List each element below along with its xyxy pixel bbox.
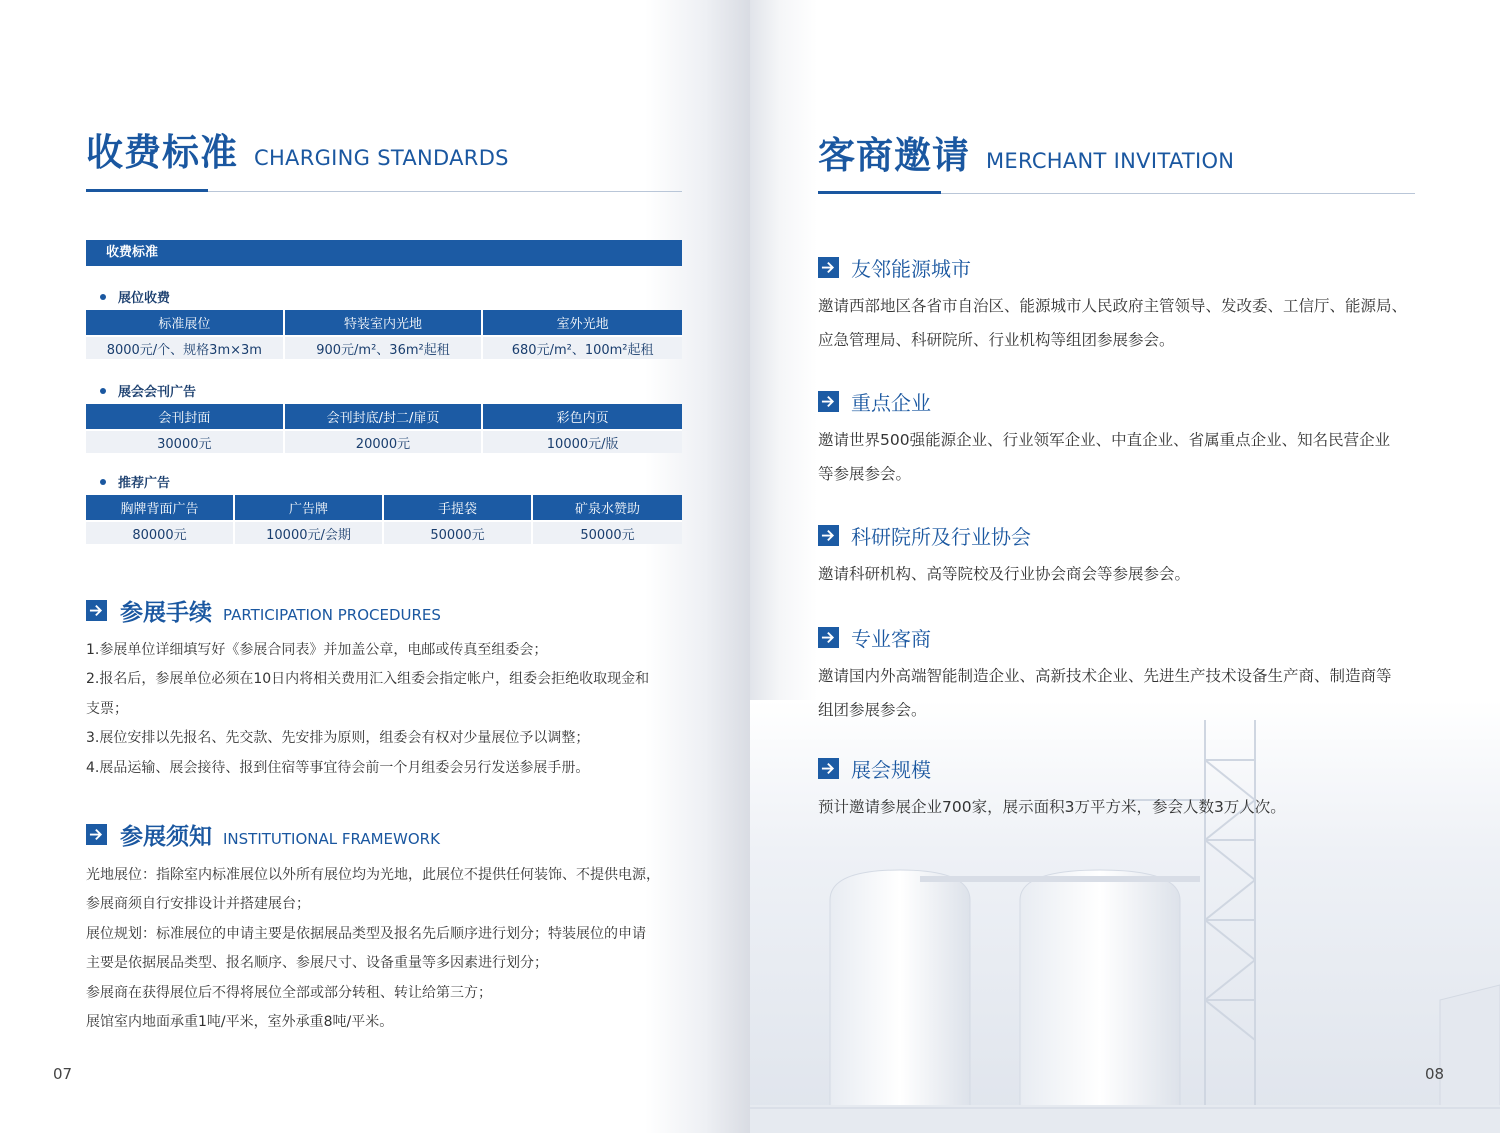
- table-header-row: [86, 310, 682, 335]
- title-cn: 客商邀请: [818, 134, 970, 177]
- table-cell: 10000元/版: [483, 429, 682, 453]
- table-header-row: [86, 404, 682, 429]
- table-header: 矿泉水赞助: [533, 495, 682, 520]
- arrow-right-icon: [86, 600, 107, 621]
- table-row: [86, 520, 682, 544]
- paragraph-line: 参展商在获得展位后不得将展位全部或部分转租、转让给第三方；: [86, 984, 492, 1001]
- arrow-right-icon: [818, 627, 839, 648]
- section-title: 展会规模: [851, 758, 931, 782]
- table-header: 室外光地: [483, 310, 682, 335]
- section-text: [818, 424, 1458, 491]
- section-text: [818, 558, 1458, 592]
- title-en: MERCHANT INVITATION: [986, 149, 1235, 173]
- paragraph-line: 2.报名后，参展单位必须在10日内将相关费用汇入组委会指定帐户，组委会拒绝收取现金和: [86, 671, 650, 688]
- section-title-en: INSTITUTIONAL FRAMEWORK: [223, 829, 440, 848]
- section-title: 专业客商: [851, 627, 931, 651]
- table-row: [86, 335, 682, 359]
- group-label-text: 推荐广告: [118, 476, 171, 491]
- group-label: [100, 381, 196, 400]
- paragraph-line: 邀请世界500强能源企业、行业领军企业、中直企业、省属重点企业、知名民营企业: [818, 431, 1391, 449]
- arrow-right-icon: [818, 525, 839, 546]
- table-cell: 30000元: [86, 429, 285, 453]
- paragraph-line: 3.展位安排以先报名、先交款、先安排为原则，组委会有权对少量展位予以调整；: [86, 730, 590, 747]
- section-heading: [818, 387, 931, 416]
- section-text: [818, 290, 1458, 357]
- arrow-right-icon: [818, 257, 839, 278]
- paragraph-line: 应急管理局、科研院所、行业机构等组团参展参会。: [818, 330, 1175, 349]
- table-cell: 20000元: [285, 429, 484, 453]
- group-label-text: 展会会刊广告: [118, 385, 197, 400]
- procedures-text: [86, 636, 696, 783]
- table-cell: 8000元/个、规格3m×3m: [86, 335, 285, 359]
- table-header: 特装室内光地: [285, 310, 484, 335]
- section-heading: [818, 754, 931, 783]
- page-number-right: 08: [1425, 1065, 1445, 1083]
- section-heading: [818, 253, 971, 282]
- table-cell: 80000元: [86, 520, 235, 544]
- paragraph-line: 邀请科研机构、高等院校及行业协会商会等参展参会。: [818, 565, 1191, 583]
- paragraph-line: 光地展位：指除室内标准展位以外所有展位均为光地，此展位不提供任何装饰、不提供电源，: [86, 867, 660, 883]
- section-heading: [818, 623, 931, 652]
- fee-section-bar: 收费标准: [86, 240, 682, 266]
- table-header: 手提袋: [384, 495, 533, 520]
- title-divider-accent: [818, 191, 941, 194]
- arrow-right-icon: [86, 824, 107, 845]
- paragraph-line: 4.展品运输、展会接待、报到住宿等事宜待会前一个月组委会另行发送参展手册。: [86, 759, 590, 776]
- section-heading-procedures: [86, 594, 441, 627]
- table-cell: 900元/m²、36m²起租: [285, 335, 484, 359]
- paragraph-line: 组团参展参会。: [818, 700, 927, 719]
- fee-table-ads: [86, 495, 682, 544]
- fee-table-booth: [86, 310, 682, 359]
- table-cell: 680元/m²、100m²起租: [483, 335, 682, 359]
- section-text: [818, 660, 1458, 727]
- paragraph-line: 邀请国内外高端智能制造企业、高新技术企业、先进生产技术设备生产商、制造商等: [818, 667, 1392, 685]
- paragraph-line: 支票；: [86, 700, 128, 717]
- section-title-cn: 参展须知: [120, 824, 212, 850]
- section-title: 友邻能源城市: [851, 257, 971, 281]
- paragraph-line: 主要是依据展品类型、报名顺序、参展尺寸、设备重量等多因素进行划分；: [86, 955, 548, 972]
- bullet-dot-icon: [100, 294, 106, 300]
- arrow-right-icon: [818, 758, 839, 779]
- table-cell: 50000元: [533, 520, 682, 544]
- section-title-en: PARTICIPATION PROCEDURES: [223, 605, 441, 624]
- paragraph-line: 展位规划：标准展位的申请主要是依据展品类型及报名先后顺序进行划分；特装展位的申请: [86, 925, 646, 942]
- group-label-text: 展位收费: [118, 291, 171, 306]
- right-page: [750, 0, 1500, 1133]
- table-header: 会刊封底/封二/扉页: [285, 404, 484, 429]
- table-row: [86, 429, 682, 453]
- table-header: 胸牌背面广告: [86, 495, 235, 520]
- table-header: 会刊封面: [86, 404, 285, 429]
- page-title-right: [818, 125, 1234, 179]
- bullet-dot-icon: [100, 388, 106, 394]
- table-header: 广告牌: [235, 495, 384, 520]
- paragraph-line: 等参展参会。: [818, 464, 912, 483]
- bullet-dot-icon: [100, 479, 106, 485]
- section-text: [818, 791, 1458, 825]
- group-label: [100, 472, 170, 491]
- paragraph-line: 1.参展单位详细填写好《参展合同表》并加盖公章，电邮或传真至组委会；: [86, 642, 548, 658]
- section-title-cn: 参展手续: [120, 600, 212, 626]
- page-number-left: 07: [53, 1065, 73, 1083]
- group-label: [100, 287, 170, 306]
- paragraph-line: 参展商须自行安排设计并搭建展台；: [86, 896, 310, 913]
- title-cn: 收费标准: [86, 131, 238, 174]
- paragraph-line: 邀请西部地区各省市自治区、能源城市人民政府主管领导、发改委、工信厅、能源局、: [818, 297, 1408, 315]
- table-header: 标准展位: [86, 310, 285, 335]
- arrow-right-icon: [818, 391, 839, 412]
- table-cell: 50000元: [384, 520, 533, 544]
- table-header: 彩色内页: [483, 404, 682, 429]
- table-cell: 10000元/会期: [235, 520, 384, 544]
- paragraph-line: 预计邀请参展企业700家，展示面积3万平方米，参会人数3万人次。: [818, 798, 1286, 816]
- table-header-row: [86, 495, 682, 520]
- section-title: 科研院所及行业协会: [851, 525, 1031, 549]
- title-en: CHARGING STANDARDS: [254, 146, 509, 170]
- paragraph-line: 展馆室内地面承重1吨/平米，室外承重8吨/平米。: [86, 1014, 394, 1031]
- section-heading: [818, 521, 1031, 550]
- section-heading-framework: [86, 818, 440, 851]
- section-title: 重点企业: [851, 391, 931, 415]
- page-title-left: [86, 122, 509, 176]
- title-divider-accent: [86, 189, 208, 192]
- framework-text: [86, 861, 696, 1037]
- fee-table-catalog: [86, 404, 682, 453]
